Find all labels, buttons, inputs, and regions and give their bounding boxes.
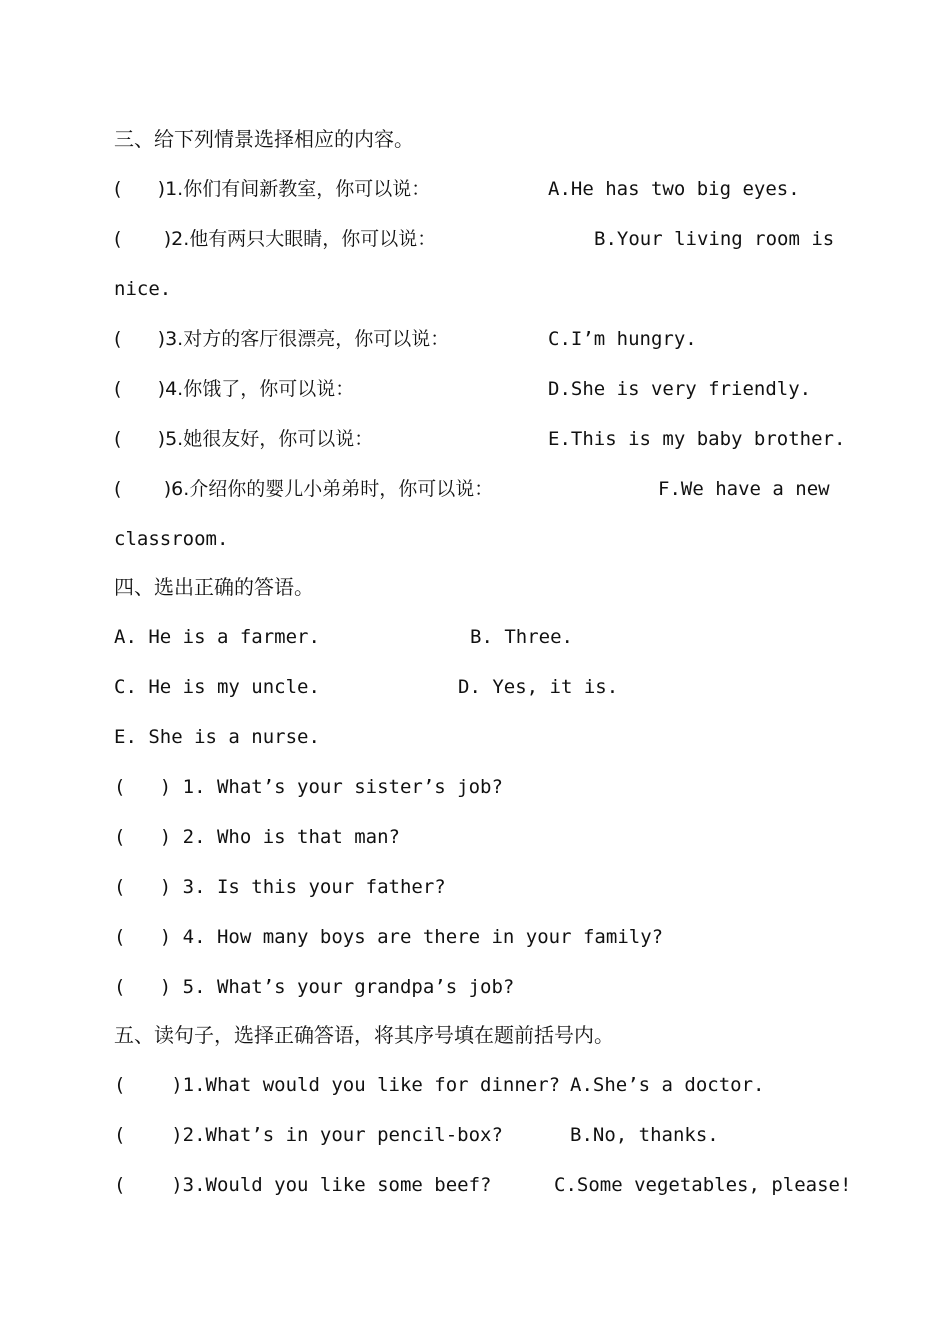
section-3-heading: 三、给下列情景选择相应的内容。	[114, 127, 414, 151]
s4-option-b: B. Three.	[470, 626, 573, 648]
s5-question-1: ( )1.What would you like for dinner?	[114, 1074, 561, 1096]
s3-answer-f: F.We have a new	[658, 478, 830, 500]
s5-answer-a: A.She’s a doctor.	[570, 1074, 765, 1096]
s4-question-4: ( ) 4. How many boys are there in your family?	[114, 926, 664, 948]
s3-answer-f-wrap: classroom.	[114, 528, 229, 550]
s4-question-1: ( ) 1. What’s your sister’s job?	[114, 776, 503, 798]
s3-question-4: ( )4.你饿了，你可以说：	[114, 378, 355, 400]
s5-question-3: ( )3.Would you like some beef?	[114, 1174, 492, 1196]
s4-question-3: ( ) 3. Is this your father?	[114, 876, 446, 898]
s3-answer-c: C.I’m hungry.	[548, 328, 697, 350]
s4-option-e: E. She is a nurse.	[114, 726, 320, 748]
s5-question-2: ( )2.What’s in your pencil-box?	[114, 1124, 503, 1146]
section-5-heading: 五、读句子，选择正确答语，将其序号填在题前括号内。	[114, 1023, 614, 1047]
s3-answer-b-wrap: nice.	[114, 278, 172, 300]
section-4-heading: 四、选出正确的答语。	[114, 575, 314, 599]
s3-answer-d: D.She is very friendly.	[548, 378, 812, 400]
s3-question-5: ( )5.她很友好，你可以说：	[114, 428, 374, 450]
s4-option-d: D. Yes, it is.	[458, 676, 619, 698]
s3-question-1: ( )1.你们有间新教室，你可以说：	[114, 178, 431, 200]
s4-question-5: ( ) 5. What’s your grandpa’s job?	[114, 976, 515, 998]
s3-answer-e: E.This is my baby brother.	[548, 428, 846, 450]
s4-option-a: A. He is a farmer.	[114, 626, 320, 648]
s3-question-2: ( )2.他有两只大眼睛，你可以说：	[114, 228, 437, 250]
s5-answer-b: B.No, thanks.	[570, 1124, 719, 1146]
s4-option-c: C. He is my uncle.	[114, 676, 320, 698]
s3-answer-a: A.He has two big eyes.	[548, 178, 800, 200]
s4-question-2: ( ) 2. Who is that man?	[114, 826, 400, 848]
s3-answer-b: B.Your living room is	[594, 228, 835, 250]
s5-answer-c: C.Some vegetables, please!	[554, 1174, 852, 1196]
s3-question-6: ( )6.介绍你的婴儿小弟弟时，你可以说：	[114, 478, 494, 500]
s3-question-3: ( )3.对方的客厅很漂亮，你可以说：	[114, 328, 450, 350]
